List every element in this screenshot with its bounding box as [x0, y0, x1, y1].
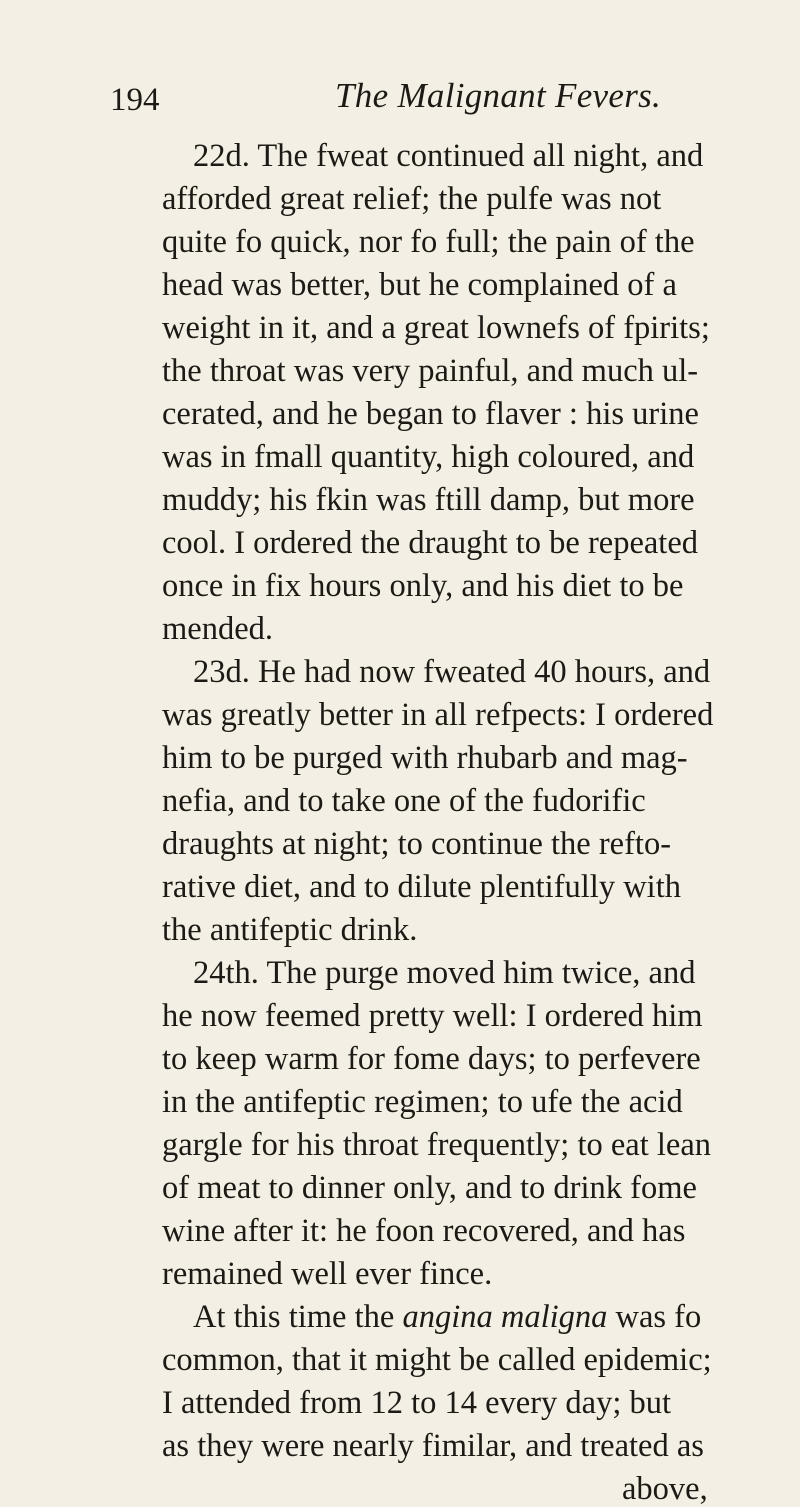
text-line: the antifeptic drink.	[162, 912, 418, 948]
text-line: cerated, and he began to flaver : his urine	[162, 396, 699, 432]
text-line: mended.	[162, 611, 274, 647]
italic-term: angina maligna	[402, 1299, 608, 1335]
text-line: head was better, but he complained of a	[162, 267, 677, 303]
text-line: him to be purged with rhubarb and mag-	[162, 740, 688, 776]
text-line: 24th. The purge moved him twice, and	[193, 955, 696, 991]
text-line: I attended from 12 to 14 every day; but	[162, 1385, 672, 1421]
text-line: rative diet, and to dilute plentifully with	[162, 869, 681, 905]
catchword: above,	[622, 1471, 708, 1507]
text-line: gargle for his throat frequently; to eat lean	[162, 1127, 711, 1163]
text-line: he now feemed pretty well: I ordered him	[162, 998, 703, 1034]
text-line: 22d. The fweat continued all night, and	[193, 138, 704, 174]
text-line: draughts at night; to continue the refto-	[162, 826, 672, 862]
text-line: once in fix hours only, and his diet to be	[162, 568, 684, 604]
text-line: was in fmall quantity, high coloured, and	[162, 439, 695, 475]
text-line: was greatly better in all refpects: I ordered	[162, 697, 714, 733]
text-line: common, that it might be called epidemic;	[162, 1342, 712, 1378]
running-head: The Malignant Fevers.	[335, 76, 662, 115]
text-line: nefia, and to take one of the fudorific	[162, 783, 646, 819]
text-line: remained well ever fince.	[162, 1256, 493, 1292]
text-line: wine after it: he foon recovered, and has	[162, 1213, 686, 1249]
text-line: in the antifeptic regimen; to ufe the acid	[162, 1084, 683, 1120]
text-run: was fo	[607, 1299, 702, 1335]
page-number: 194	[110, 82, 160, 118]
text-line: of meat to dinner only, and to drink fome	[162, 1170, 697, 1206]
text-line: to keep warm for fome days; to perfevere	[162, 1041, 701, 1077]
text-line: the throat was very painful, and much ul-	[162, 353, 699, 389]
text-line: cool. I ordered the draught to be repeated	[162, 525, 699, 561]
text-line: afforded great relief; the pulfe was not	[162, 181, 662, 217]
text-line: muddy; his fkin was ftill damp, but more	[162, 482, 695, 518]
text-line: as they were nearly fimilar, and treated as	[162, 1428, 704, 1464]
text-line: 23d. He had now fweated 40 hours, and	[193, 654, 711, 690]
text-line: quite fo quick, nor fo full; the pain of the	[162, 224, 695, 260]
text-run: At this time the	[193, 1299, 403, 1335]
text-line	[193, 1301, 701, 1334]
text-line: weight in it, and a great lownefs of fpirits;	[162, 310, 710, 346]
